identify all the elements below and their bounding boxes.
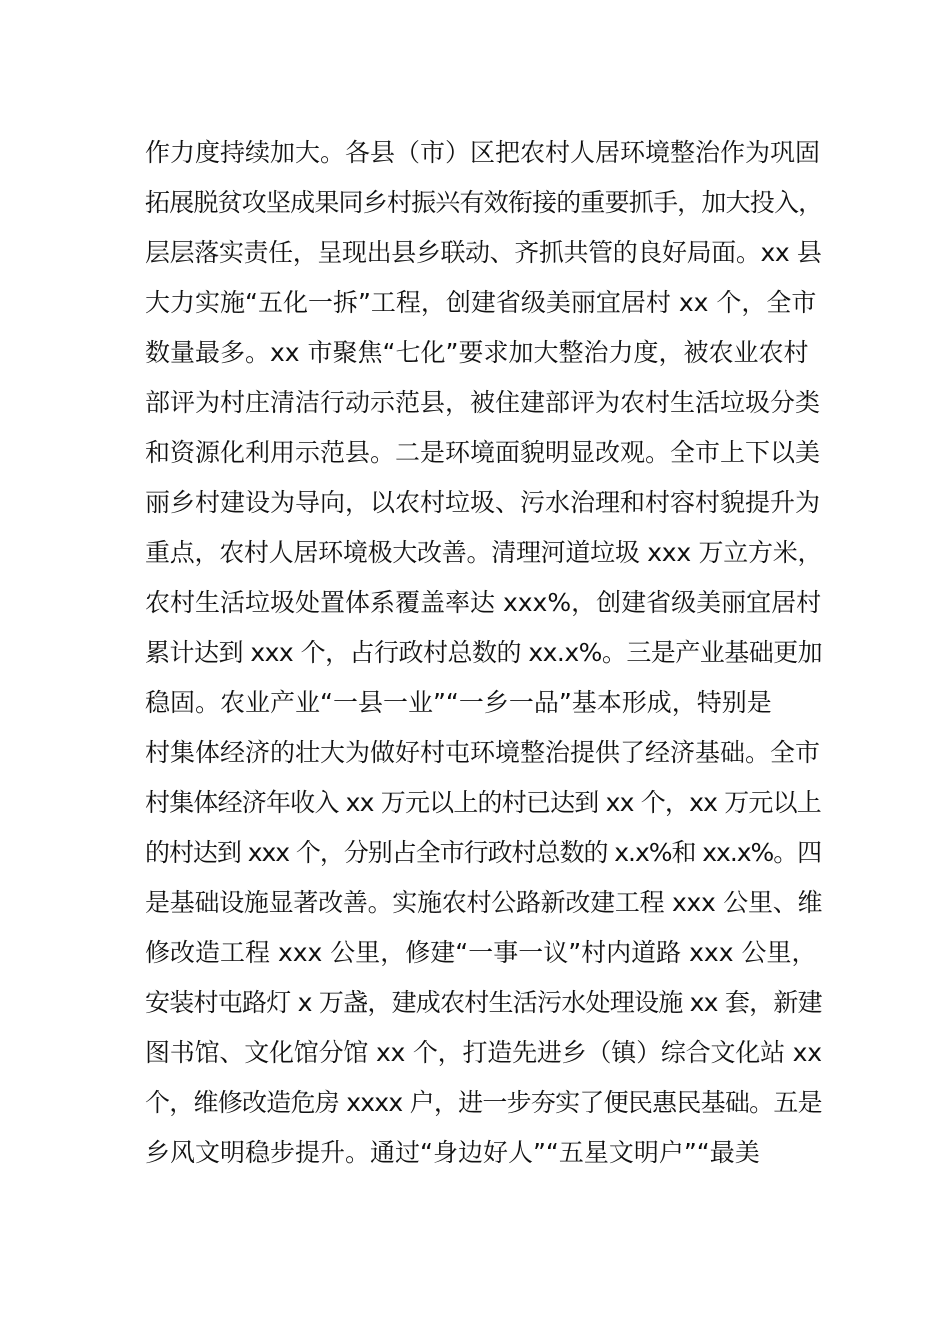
text-line: 是基础设施显著改善。实施农村公路新改建工程 xxx 公里、维: [145, 888, 823, 917]
text-line: 层层落实责任，呈现出县乡联动、齐抓共管的良好局面。xx 县: [145, 238, 822, 267]
text-line: 部评为村庄清洁行动示范县，被住建部评为农村生活垃圾分类: [145, 388, 821, 417]
text-line: 图书馆、文化馆分馆 xx 个，打造先进乡（镇）综合文化站 xx: [145, 1038, 822, 1067]
text-line: 和资源化利用示范县。二是环境面貌明显改观。全市上下以美: [145, 438, 821, 467]
text-line: 拓展脱贫攻坚成果同乡村振兴有效衔接的重要抓手，加大投入，: [145, 188, 823, 217]
text-line: 村集体经济的壮大为做好村屯环境整治提供了经济基础。全市: [145, 738, 821, 767]
text-line: 大力实施“五化一拆”工程，创建省级美丽宜居村 xx 个，全市: [145, 288, 817, 317]
text-line: 丽乡村建设为导向，以农村垃圾、污水治理和村容村貌提升为: [145, 488, 821, 517]
text-line: 修改造工程 xxx 公里，修建“一事一议”村内道路 xxx 公里，: [145, 938, 817, 967]
text-line: 作力度持续加大。各县（市）区把农村人居环境整治作为巩固: [145, 138, 821, 167]
body-paragraph: [145, 128, 825, 1178]
text-line: 乡风文明稳步提升。通过“身边好人”“五星文明户”“最美: [145, 1138, 760, 1167]
text-line: 个，维修改造危房 xxxx 户，进一步夯实了便民惠民基础。五是: [145, 1088, 822, 1117]
text-line: 的村达到 xxx 个，分别占全市行政村总数的 x.x%和 xx.x%。四: [145, 838, 822, 867]
text-line: 村集体经济年收入 xx 万元以上的村已达到 xx 个，xx 万元以上: [145, 788, 821, 817]
text-line: 累计达到 xxx 个，占行政村总数的 xx.x%。三是产业基础更加: [145, 638, 823, 667]
text-line: 重点，农村人居环境极大改善。清理河道垃圾 xxx 万立方米，: [145, 538, 823, 567]
text-line: 安装村屯路灯 x 万盏，建成农村生活污水处理设施 xx 套，新建: [145, 988, 822, 1017]
text-line: 稳固。农业产业“一县一业”“一乡一品”基本形成，特别是: [145, 688, 772, 717]
text-line: 数量最多。xx 市聚焦“七化”要求加大整治力度，被农业农村: [145, 338, 809, 367]
text-line: 农村生活垃圾处置体系覆盖率达 xxx%，创建省级美丽宜居村: [145, 588, 822, 617]
